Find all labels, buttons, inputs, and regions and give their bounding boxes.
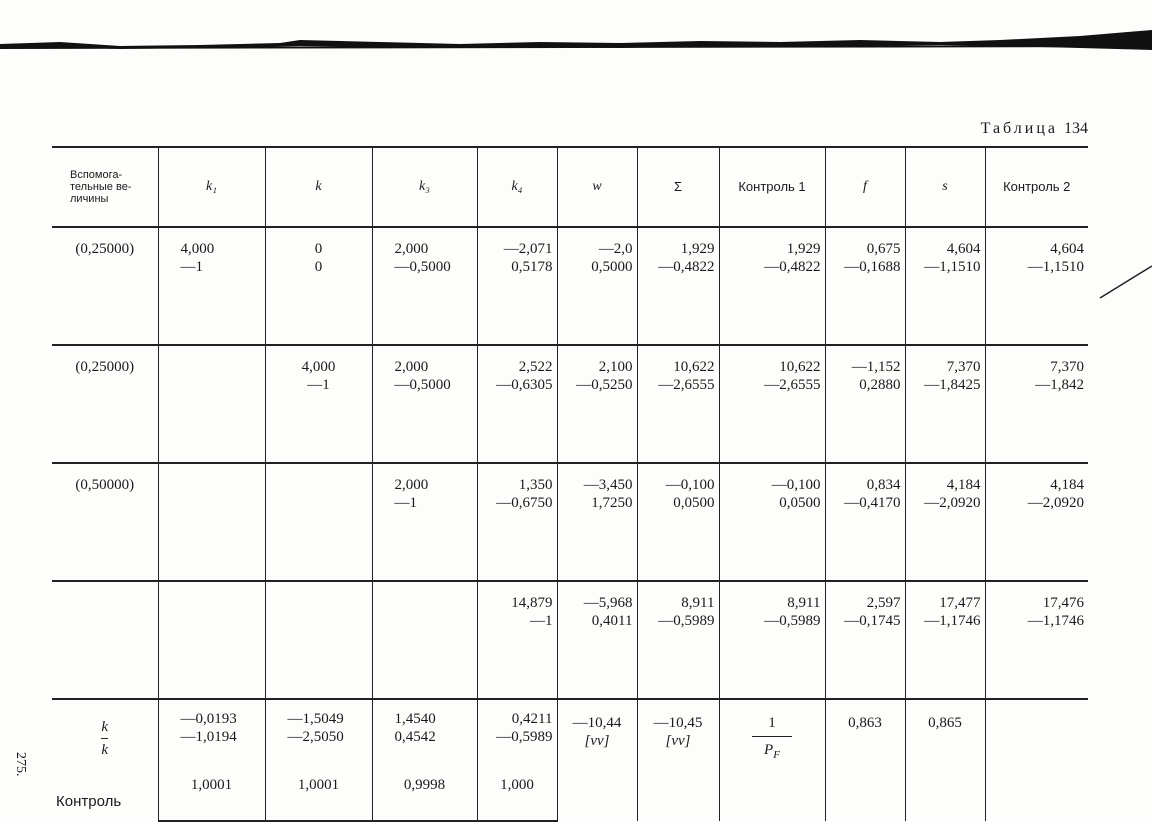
table-cell bbox=[477, 345, 557, 463]
cell-value-bottom: —1 bbox=[180, 259, 203, 275]
table-cell bbox=[637, 227, 719, 345]
summary-sigma bbox=[637, 699, 719, 821]
control-k4: 1,000 bbox=[477, 762, 557, 821]
header-f: f bbox=[825, 147, 905, 227]
summary-k4 bbox=[477, 699, 557, 762]
fraction-subscript: F bbox=[773, 749, 780, 761]
header-label: Вспомога-тельные ве-личины bbox=[52, 147, 158, 227]
summary-k3 bbox=[372, 699, 477, 762]
row-label: (0,50000) bbox=[52, 463, 158, 581]
cell-value-bottom: —0,6750 bbox=[496, 495, 553, 511]
cell-value-bottom: —2,6555 bbox=[658, 377, 715, 393]
row-label: (0,25000) bbox=[52, 227, 158, 345]
header-s: s bbox=[905, 147, 985, 227]
cell-value-top: 4,184 bbox=[946, 477, 981, 493]
cell-value-top: 4,000 bbox=[180, 241, 215, 257]
table-cell bbox=[265, 581, 372, 699]
table-title bbox=[981, 120, 1088, 138]
cell-value-bottom: —2,0920 bbox=[924, 495, 981, 511]
cell-value-bottom: —0,5000 bbox=[394, 377, 451, 393]
table-cell bbox=[372, 463, 477, 581]
fraction-bottom bbox=[752, 741, 792, 764]
inverse-weight-fraction bbox=[752, 714, 792, 764]
control-label: Контроль bbox=[56, 793, 122, 810]
control-k2: 1,0001 bbox=[265, 762, 372, 821]
cell-value-top: 0,4211 bbox=[511, 711, 553, 727]
table-cell bbox=[825, 581, 905, 699]
summary-row bbox=[52, 699, 1088, 762]
table-cell bbox=[372, 227, 477, 345]
table-cell bbox=[158, 345, 265, 463]
table-title-word: Таблица bbox=[980, 120, 1058, 137]
cell-value-bottom: —1,1510 bbox=[924, 259, 981, 275]
table-cell bbox=[265, 345, 372, 463]
summary-f bbox=[825, 699, 905, 821]
table-title-number: 134 bbox=[1064, 120, 1088, 137]
cell-value-top: —1,5049 bbox=[287, 711, 344, 727]
cell-value: 0,863 bbox=[848, 715, 882, 731]
cell-value-top: 2,597 bbox=[866, 595, 901, 611]
table-cell bbox=[477, 581, 557, 699]
cell-value-top: 2,000 bbox=[394, 477, 429, 493]
summary-k2 bbox=[265, 699, 372, 762]
cell-value-top: —2,0 bbox=[598, 241, 633, 257]
k-fraction-top: k bbox=[101, 719, 109, 735]
table-cell bbox=[557, 581, 637, 699]
cell-value-top: —10,44 bbox=[572, 715, 622, 731]
cell-value-bottom: —0,5250 bbox=[576, 377, 633, 393]
table-cell bbox=[985, 581, 1088, 699]
cell-value: 0,865 bbox=[928, 715, 962, 731]
cell-value-top: 17,477 bbox=[939, 595, 981, 611]
table-cell bbox=[985, 463, 1088, 581]
row-label: (0,25000) bbox=[52, 345, 158, 463]
table-cell bbox=[825, 227, 905, 345]
cell-value-bottom: [vv] bbox=[584, 733, 610, 749]
summary-k1 bbox=[158, 699, 265, 762]
cell-value-top: 7,370 bbox=[946, 359, 981, 375]
cell-value-top: 1,4540 bbox=[394, 711, 436, 727]
page-number: 275. bbox=[13, 752, 28, 777]
header-row bbox=[52, 147, 1088, 227]
cell-value-bottom: —0,5989 bbox=[658, 613, 715, 629]
cell-value-top: 8,911 bbox=[787, 595, 821, 611]
cell-value-bottom: 0,5000 bbox=[591, 259, 633, 275]
cell-value-bottom: —0,4822 bbox=[658, 259, 715, 275]
table-cell bbox=[637, 581, 719, 699]
table-cell bbox=[372, 581, 477, 699]
table-cell bbox=[477, 463, 557, 581]
table-cell bbox=[265, 463, 372, 581]
cell-value-bottom: —0,4170 bbox=[844, 495, 901, 511]
scan-edge-noise bbox=[0, 30, 1152, 54]
cell-value-top: 1,929 bbox=[786, 241, 821, 257]
cell-value-top: —2,071 bbox=[503, 241, 553, 257]
cell-value-bottom: —1,1746 bbox=[1027, 613, 1084, 629]
fraction-top: 1 bbox=[768, 715, 776, 731]
cell-value-top: 14,879 bbox=[511, 595, 553, 611]
cell-value-bottom: —1,8425 bbox=[924, 377, 981, 393]
table-cell bbox=[557, 227, 637, 345]
cell-value-bottom: 0,4542 bbox=[394, 729, 436, 745]
table-cell bbox=[905, 463, 985, 581]
cell-value-top: 2,000 bbox=[394, 359, 429, 375]
cell-value-bottom: 0,0500 bbox=[779, 495, 821, 511]
cell-value-bottom: —0,5989 bbox=[764, 613, 821, 629]
table-cell bbox=[905, 345, 985, 463]
header-k3: k₃ bbox=[372, 147, 477, 227]
cell-value-top: —0,100 bbox=[665, 477, 715, 493]
header-control2: Контроль 2 bbox=[985, 147, 1088, 227]
cell-value-top: 1,929 bbox=[680, 241, 715, 257]
cell-value-bottom: —0,1745 bbox=[844, 613, 901, 629]
k-fraction bbox=[101, 718, 108, 759]
cell-value-top: —0,100 bbox=[771, 477, 821, 493]
cell-value-bottom: —0,5989 bbox=[496, 729, 553, 745]
cell-value-bottom: —1,842 bbox=[1035, 377, 1084, 393]
summary-control1 bbox=[719, 699, 825, 821]
cell-value-bottom: —2,5050 bbox=[287, 729, 344, 745]
table-cell bbox=[158, 463, 265, 581]
cell-value-bottom: —0,5000 bbox=[394, 259, 451, 275]
cell-value-bottom: —1 bbox=[394, 495, 417, 511]
cell-value-top: —0,0193 bbox=[180, 711, 237, 727]
fraction-bar bbox=[101, 738, 108, 739]
cell-value-top: —1,152 bbox=[851, 359, 901, 375]
cell-value-bottom: —1 bbox=[307, 377, 330, 393]
header-sigma: Σ bbox=[637, 147, 719, 227]
table-cell bbox=[265, 227, 372, 345]
cell-value-top: 2,100 bbox=[598, 359, 633, 375]
summary-w bbox=[557, 699, 637, 821]
table-cell bbox=[825, 345, 905, 463]
cell-value-bottom: —1,0194 bbox=[180, 729, 237, 745]
cell-value-top: 0,675 bbox=[866, 241, 901, 257]
table-row bbox=[52, 345, 1088, 463]
header-k1: k₁ bbox=[158, 147, 265, 227]
summary-control2 bbox=[985, 699, 1088, 821]
fraction-bottom-letter: P bbox=[764, 742, 774, 758]
table-cell bbox=[825, 463, 905, 581]
table-cell bbox=[985, 345, 1088, 463]
cell-value-bottom: 1,7250 bbox=[591, 495, 633, 511]
table-cell bbox=[557, 463, 637, 581]
table-cell bbox=[477, 227, 557, 345]
control-k1: 1,0001 bbox=[158, 762, 265, 821]
header-w: w bbox=[557, 147, 637, 227]
row-label bbox=[52, 581, 158, 699]
cell-value-bottom: 0 bbox=[314, 259, 323, 275]
cell-value-top: 4,000 bbox=[301, 359, 336, 375]
header-k4: k₄ bbox=[477, 147, 557, 227]
table-cell bbox=[557, 345, 637, 463]
table-cell bbox=[719, 581, 825, 699]
table-cell bbox=[719, 227, 825, 345]
table-cell bbox=[637, 463, 719, 581]
table-cell bbox=[719, 345, 825, 463]
table-cell bbox=[372, 345, 477, 463]
cell-value-top: —10,45 bbox=[653, 715, 703, 731]
cell-value-top: 1,350 bbox=[518, 477, 553, 493]
cell-value-bottom: —2,6555 bbox=[764, 377, 821, 393]
cell-value-top: —5,968 bbox=[583, 595, 633, 611]
cell-value-top: 4,184 bbox=[1050, 477, 1084, 493]
cell-value-bottom: —0,6305 bbox=[496, 377, 553, 393]
cell-value-bottom: 0,0500 bbox=[673, 495, 715, 511]
table-row bbox=[52, 463, 1088, 581]
cell-value-bottom: 0,4011 bbox=[591, 613, 633, 629]
cell-value-top: 17,476 bbox=[1042, 595, 1084, 611]
table-row bbox=[52, 581, 1088, 699]
summary-s bbox=[905, 699, 985, 821]
k-fraction-bottom: k bbox=[101, 742, 109, 758]
table-cell bbox=[719, 463, 825, 581]
table-cell bbox=[158, 227, 265, 345]
cell-value-top: 0 bbox=[314, 241, 323, 257]
table-row bbox=[52, 227, 1088, 345]
summary-label-cell bbox=[52, 699, 158, 821]
cell-value-top: 2,000 bbox=[394, 241, 429, 257]
cell-value-bottom: 0,5178 bbox=[511, 259, 553, 275]
cell-value-top: 4,604 bbox=[1050, 241, 1084, 257]
cell-value-bottom: —0,4822 bbox=[764, 259, 821, 275]
table-cell bbox=[637, 345, 719, 463]
table-cell bbox=[905, 581, 985, 699]
cell-value-top: 0,834 bbox=[866, 477, 901, 493]
cell-value-top: 10,622 bbox=[673, 359, 715, 375]
cell-value-top: 10,622 bbox=[779, 359, 821, 375]
table-cell bbox=[985, 227, 1088, 345]
cell-value-top: 7,370 bbox=[1050, 359, 1084, 375]
data-table bbox=[52, 146, 1088, 822]
cell-value-bottom: —0,1688 bbox=[844, 259, 901, 275]
cell-value-top: —3,450 bbox=[583, 477, 633, 493]
table-cell bbox=[158, 581, 265, 699]
stray-pencil-mark bbox=[1098, 262, 1152, 302]
cell-value-bottom: [vv] bbox=[665, 733, 691, 749]
cell-value-bottom: —1,1510 bbox=[1027, 259, 1084, 275]
header-control1: Контроль 1 bbox=[719, 147, 825, 227]
cell-value-top: 8,911 bbox=[681, 595, 715, 611]
header-k2: k bbox=[265, 147, 372, 227]
table-cell bbox=[905, 227, 985, 345]
cell-value-top: 4,604 bbox=[946, 241, 981, 257]
cell-value-top: 2,522 bbox=[518, 359, 553, 375]
control-k3: 0,9998 bbox=[372, 762, 477, 821]
cell-value-bottom: 0,2880 bbox=[859, 377, 901, 393]
fraction-bar bbox=[752, 736, 792, 737]
cell-value-bottom: —1,1746 bbox=[924, 613, 981, 629]
cell-value-bottom: —2,0920 bbox=[1027, 495, 1084, 511]
cell-value-bottom: —1 bbox=[530, 613, 553, 629]
